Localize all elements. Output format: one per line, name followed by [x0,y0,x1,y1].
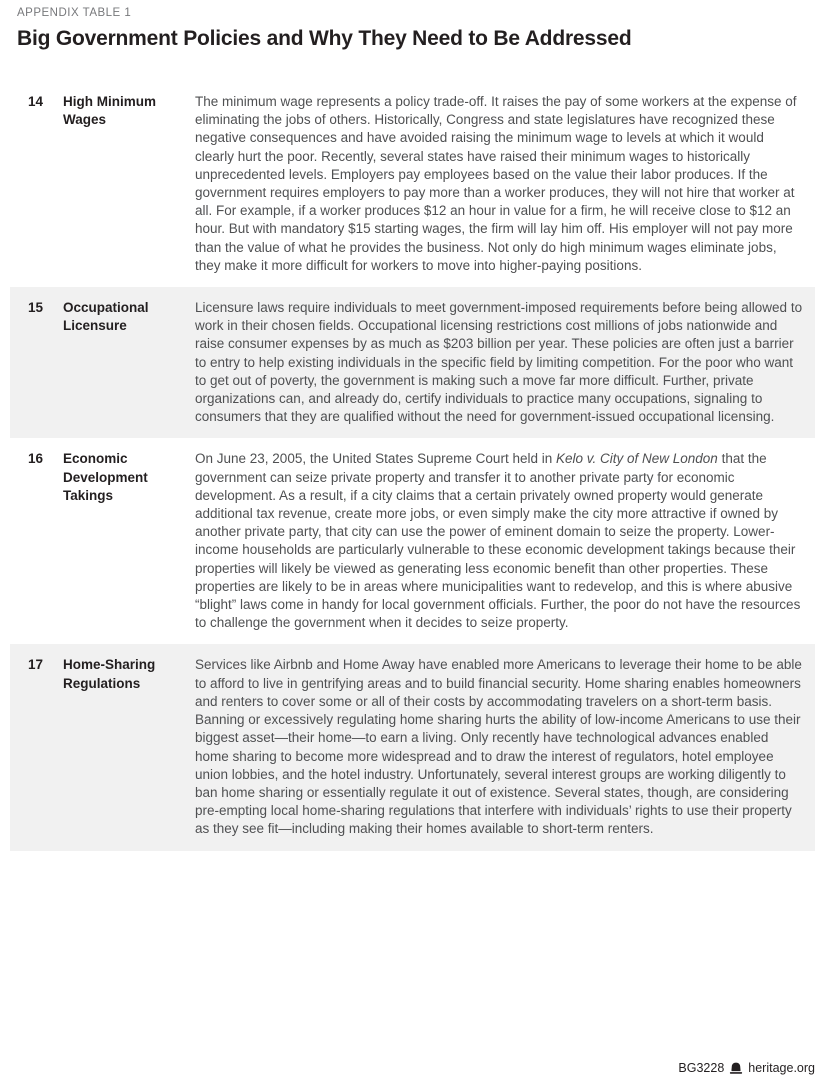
table-row [10,287,815,438]
description-text: The minimum wage represents a policy trade-off. It raises the pay of some workers at the expense of eliminating the jobs of others. Historically, Congress and state legislatures have recognized these negative consequences and have avoided raising the minimum wage to levels at which it would clearly hurt the poor. Recently, several states have raised their minimum wages to historically unprecedented levels. Employers pay employees based on the value their labor produces. If the government requires employers to pay more than a worker produces, they will not hire that worker at all. For example, if a worker produces $12 an hour in value for a firm, he will receive close to $12 an hour. But with mandatory $15 starting wages, the firm will lay him off. His employer will not pay more than the value of what he provides the business. Not only do high minimum wages eliminate jobs, they make it more difficult for workers to move into higher-paying positions. [195,94,797,273]
case-citation: Kelo v. City of New London [555,451,718,467]
table-row [10,644,815,850]
table-header [0,0,825,51]
row-description [195,450,803,632]
doc-id: BG3228 [678,1061,725,1075]
description-text: that the government can seize private property and transfer it to another private party for economic development. As a result, if a city claims that a certain privately owned property would generate additional tax revenue, create more jobs, or even simply make the city more attractive if owned by another private party, that city can use the power of eminent domain to seize the property. Lower-income households are particularly vulnerable to these economic development takings because their properties will likely be viewed as generating less economic benefit than other properties. These properties are likely to be in areas where municipalities want to redevelop, and this is where abusive “blight” laws come in handy for local government officials. Further, the poor do not have the resources to challenge the government when it decides to seize property. [195,451,801,631]
row-number: 17 [28,657,44,673]
row-label: High Minimum Wages [63,94,156,128]
row-number: 15 [28,300,44,316]
page-footer [678,1061,815,1075]
row-description [195,93,803,275]
description-text: On June 23, 2005, the United States Supreme Court held in [195,451,556,467]
row-label: Occupational Licensure [63,300,149,334]
heritage-bell-icon [729,1062,743,1075]
description-text: Services like Airbnb and Home Away have enabled more Americans to leverage their home to be able to afford to live in gentrifying areas and to build financial security. Home sharing enables homeowners and renters to cover some or all of their costs by accommodating travelers on a short-term basis. Banning or excessively regulating home sharing hurts the ability of low-income Americans to use their biggest asset—their home—to earn a living. Only recently have technological advances enabled home sharing to become more widespread and to draw the interest of regulators, hotel employee union lobbies, and the hotel industry. Unfortunately, several interest groups are working diligently to ban home sharing or essentially regulate it out of existence. Several states, though, are considering pre-empting local home-sharing regulations that interfere with individuals’ rights to use their property as they see fit—including making their homes available to short-term renters. [195,657,802,837]
site-link: heritage.org [748,1061,815,1075]
table-row [10,81,815,287]
row-description [195,299,803,426]
policy-table [10,81,815,851]
table-row [10,438,815,644]
page-title: Big Government Policies and Why They Need to Be Addressed [17,27,632,50]
table-eyebrow: APPENDIX TABLE 1 [17,7,132,19]
row-label: Home-Sharing Regulations [63,657,156,691]
row-number: 16 [28,451,44,467]
row-description [195,656,803,838]
row-label: Economic Development Takings [63,451,148,503]
row-number: 14 [28,94,44,109]
description-text: Licensure laws require individuals to meet government-imposed requirements before being allowed to work in their chosen fields. Occupational licensing restrictions cost millions of jobs nationwide and raise consumer expenses by as much as $203 billion per year. These policies are often just a barrier to entry to help existing individuals in the specific field by limiting competition. For the poor who want to get out of poverty, the government is making such a move far more difficult. Further, private organizations can, and already do, certify individuals to practice many occupations, signaling to consumers that they are qualified without the need for government-issued occupational licensing. [195,300,803,425]
